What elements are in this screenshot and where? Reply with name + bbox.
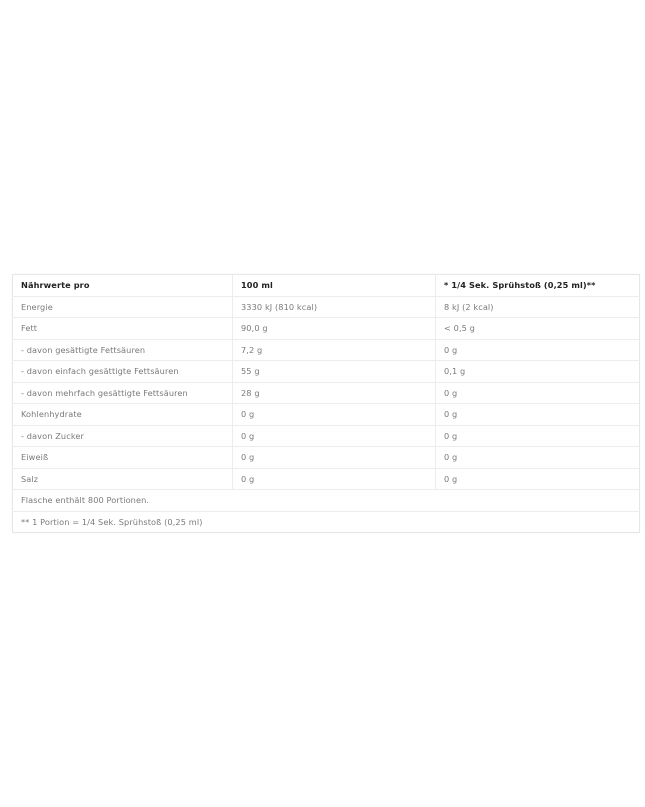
value-per-100ml: 0 g xyxy=(233,447,436,469)
value-per-100ml: 3330 kJ (810 kcal) xyxy=(233,296,436,318)
nutrient-label: Salz xyxy=(13,468,233,490)
value-per-portion: 0 g xyxy=(436,404,640,426)
table-row xyxy=(13,361,640,383)
value-per-100ml: 28 g xyxy=(233,382,436,404)
footnote-row xyxy=(13,490,640,512)
value-per-100ml: 55 g xyxy=(233,361,436,383)
table-row xyxy=(13,382,640,404)
nutrient-label: - davon mehrfach gesättigte Fettsäuren xyxy=(13,382,233,404)
footnote-servings: Flasche enthält 800 Portionen. xyxy=(13,490,640,512)
nutrient-label: - davon einfach gesättigte Fettsäuren xyxy=(13,361,233,383)
table-row xyxy=(13,339,640,361)
value-per-100ml: 0 g xyxy=(233,468,436,490)
table-row xyxy=(13,425,640,447)
value-per-portion: 0 g xyxy=(436,468,640,490)
value-per-100ml: 90,0 g xyxy=(233,318,436,340)
table-row xyxy=(13,468,640,490)
table-row xyxy=(13,318,640,340)
value-per-portion: 0 g xyxy=(436,425,640,447)
nutrient-label: Fett xyxy=(13,318,233,340)
header-nutrient: Nährwerte pro xyxy=(13,275,233,297)
value-per-portion: 0,1 g xyxy=(436,361,640,383)
nutrient-label: Kohlenhydrate xyxy=(13,404,233,426)
footnote-portion-definition: ** 1 Portion = 1/4 Sek. Sprühstoß (0,25 ml) xyxy=(21,516,203,527)
table-row xyxy=(13,296,640,318)
value-per-portion: 0 g xyxy=(436,382,640,404)
footnote-row xyxy=(13,511,640,533)
nutrient-label: Eiweiß xyxy=(13,447,233,469)
table-row xyxy=(13,447,640,469)
value-per-portion: 0 g xyxy=(436,447,640,469)
value-per-100ml: 0 g xyxy=(233,404,436,426)
nutrient-label: Energie xyxy=(13,296,233,318)
nutrient-label: - davon gesättigte Fettsäuren xyxy=(13,339,233,361)
nutrient-label: - davon Zucker xyxy=(13,425,233,447)
value-per-portion: 0 g xyxy=(436,339,640,361)
value-per-portion: < 0,5 g xyxy=(436,318,640,340)
table-header-row xyxy=(13,275,640,297)
value-per-portion: 8 kJ (2 kcal) xyxy=(436,296,640,318)
header-per-100ml: 100 ml xyxy=(233,275,436,297)
value-per-100ml: 0 g xyxy=(233,425,436,447)
value-per-100ml: 7,2 g xyxy=(233,339,436,361)
header-per-portion: * 1/4 Sek. Sprühstoß (0,25 ml)** xyxy=(436,275,640,297)
table-row xyxy=(13,404,640,426)
nutrition-facts-table xyxy=(12,274,640,533)
